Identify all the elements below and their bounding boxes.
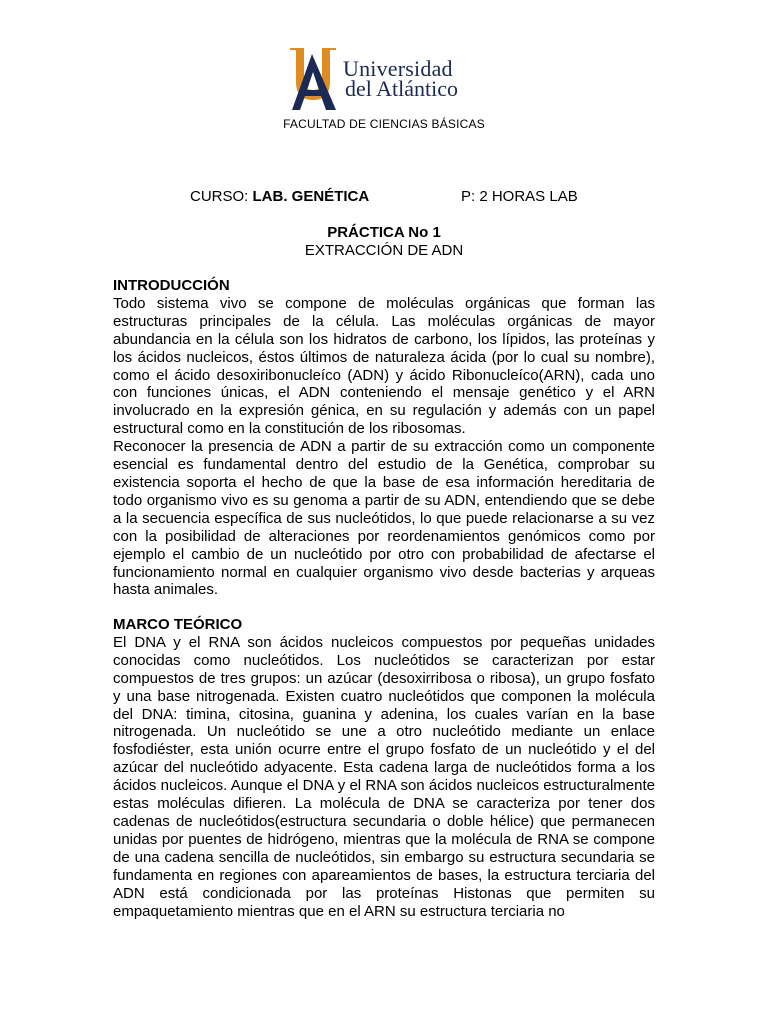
course-hours: P: 2 HORAS LAB <box>461 188 578 205</box>
faculty-name: FACULTAD DE CIENCIAS BÁSICAS <box>283 117 485 131</box>
course-info <box>190 188 369 205</box>
marco-teorico-paragraph-1: El DNA y el RNA son ácidos nucleicos compuestos por pequeñas unidades conocidas como nucleótidos. Los nucleótidos se caracterizan por estar compuestos de tres grupos: un azúcar (desoxirribosa o ribosa), un grupo fosfato y una base nitrogenada. Existen cuatro nucleótidos que componen la molécula del DNA: timina, citosina, guanina y adenina, los cuales varían en la base nitrogenada. Un nucleótido se une a otro nucleótido mediante un enlace fosfodiéster, esta unión ocurre entre el grupo fosfato de un nucleótido y el del azúcar del nucleótido adyacente. Esta cadena larga de nucleótidos forma a los ácidos nucleicos. Aunque el DNA y el RNA son ácidos nucleicos estructuralmente estas moléculas difieren. La molécula de DNA se caracteriza por tener dos cadenas de nucleótidos(estructura secundaria o doble hélice) que permanecen unidas por puentes de hidrógeno, mientras que la molécula de RNA se compone de una cadena sencilla de nucleótidos, sin embargo su estructura secundaria se fundamenta en regiones con apareamientos de bases, la estructura terciaria del ADN está condicionada por las proteínas Histonas que permiten su empaquetamiento mientras que en el ARN su estructura terciaria no <box>113 633 655 920</box>
marco-teorico-heading: MARCO TEÓRICO <box>113 616 243 633</box>
university-logo-text <box>343 56 459 101</box>
introduccion-paragraph-1: Todo sistema vivo se compone de moléculas orgánicas que forman las estructuras principales de la célula. Las moléculas orgánicas de mayor abundancia en la célula son los hidratos de carbono, los lípidos, las proteínas y los ácidos nucleicos, éstos últimos de naturaleza ácida (por lo cual su nombre), como el ácido desoxiribonucleíco (ADN) y ácido Ribonucleíco(ARN), cada uno con funciones únicas, el ADN conteniendo el mensaje genético y el ARN involucrado en la expresión génica, en su regulación y además con un papel estructural como en la constitución de los ribosomas. <box>113 294 655 438</box>
practice-title: PRÁCTICA No 1 <box>327 224 441 241</box>
logo-line-2: del Atlántico <box>345 76 459 101</box>
introduccion-heading: INTRODUCCIÓN <box>113 277 230 294</box>
university-logo <box>286 44 470 114</box>
course-name: LAB. GENÉTICA <box>252 188 370 205</box>
course-label: CURSO: <box>190 188 253 205</box>
logo-line-1: Universidad <box>343 56 453 81</box>
introduccion-section <box>113 277 655 599</box>
marco-teorico-section <box>113 616 655 920</box>
introduccion-paragraph-2: Reconocer la presencia de ADN a partir de su extracción como un componente esencial es fundamental dentro del estudio de la Genética, comprobar su existencia soporta el hecho de que la base de esa información hereditaria de todo organismo vivo es su genoma a partir de su ADN, entendiendo que se debe a la secuencia específica de sus nucleótidos, lo que puede relacionarse a su vez con la posibilidad de alteraciones por reordenamientos genómicos como por ejemplo el cambio de un nucleótido por otro con probabilidad de afectarse el funcionamiento normal en cualquier organismo vivo desde bacterias y arqueas hasta animales. <box>113 438 655 599</box>
practice-subtitle: EXTRACCIÓN DE ADN <box>304 242 464 259</box>
university-logo-emblem-icon <box>286 44 346 114</box>
